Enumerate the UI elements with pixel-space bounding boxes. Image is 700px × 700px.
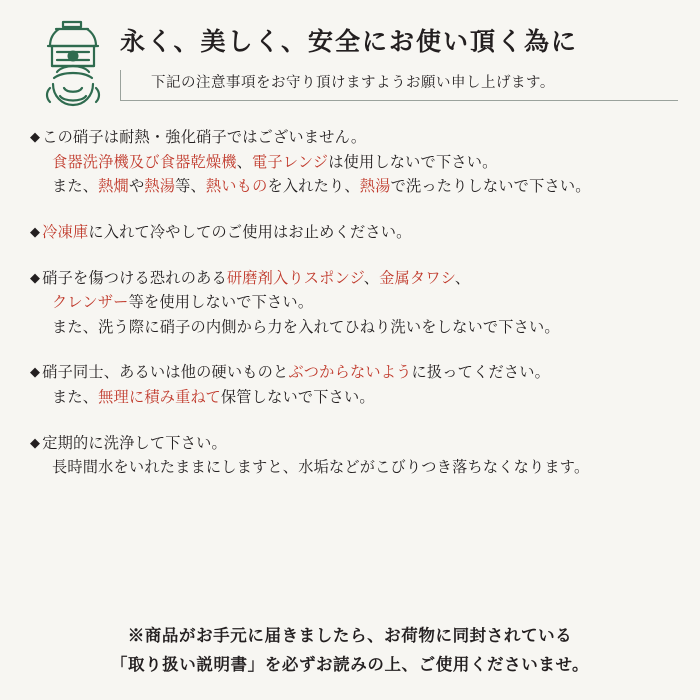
- notice-text: は使用しないで下さい。: [328, 153, 498, 171]
- notice-line: [30, 361, 676, 386]
- notice-text: また、洗う際に硝子の内側から力を入れてひねり洗いをしないで下さい。: [52, 318, 560, 336]
- footer-line-2: 「取り扱い説明書」を必ずお読みの上、ご使用くださいませ。: [110, 656, 590, 675]
- notice-line: [30, 175, 676, 200]
- highlighted-text: 熱いもの: [205, 178, 268, 196]
- notice-text: 硝子を傷つける恐れのある: [42, 269, 227, 287]
- highlighted-text: 研磨剤入りスポンジ: [226, 269, 364, 287]
- notice-text: に入れて冷やしてのご使用はお止めください。: [88, 223, 412, 241]
- notice-item: [30, 221, 676, 246]
- notice-item: [30, 432, 676, 481]
- notice-line: [30, 386, 676, 411]
- diamond-bullet-icon: ◆: [30, 364, 41, 380]
- notice-line: [30, 432, 676, 457]
- page-footer: [0, 622, 700, 680]
- highlighted-text: 熱燗: [98, 178, 129, 196]
- notice-text: を入れたり、: [267, 178, 360, 196]
- notice-text: 、: [363, 269, 380, 287]
- highlighted-text: 食器洗浄機及び食器乾燥機: [52, 153, 237, 171]
- notice-line: [30, 316, 676, 341]
- notice-line: [30, 126, 676, 151]
- highlighted-text: 熱湯: [359, 178, 391, 196]
- notice-line: [30, 151, 676, 176]
- diamond-bullet-icon: ◆: [30, 434, 41, 450]
- highlighted-text: 電子レンジ: [252, 153, 329, 171]
- notice-line: [30, 456, 676, 481]
- notice-line: [30, 291, 676, 316]
- notice-list: [0, 118, 700, 481]
- notice-text: この硝子は耐熱・強化硝子ではございません。: [42, 129, 367, 146]
- footer-line-1: ※商品がお手元に届きましたら、お荷物に同封されている: [127, 627, 573, 646]
- notice-text: また、: [52, 389, 99, 406]
- notice-text: で洗ったりしないで下さい。: [390, 178, 591, 196]
- notice-text: 、: [236, 153, 253, 171]
- notice-item: [30, 126, 676, 200]
- notice-text: 長時間水をいれたままにしますと、水垢などがこびりつき落ちなくなります。: [52, 459, 590, 477]
- notice-text: 等、: [175, 178, 206, 196]
- lantern-icon: [30, 16, 116, 112]
- highlighted-text: 冷凍庫: [42, 223, 89, 241]
- notice-item: [30, 361, 676, 410]
- notice-text: 保管しないで下さい。: [220, 389, 375, 406]
- page-header: [0, 0, 700, 118]
- notice-line: [30, 267, 676, 292]
- notice-text: 、: [454, 269, 471, 287]
- highlighted-text: 無理に積み重ねて: [98, 389, 221, 406]
- diamond-bullet-icon: ◆: [30, 269, 41, 285]
- diamond-bullet-icon: ◆: [30, 223, 41, 239]
- notice-text: 硝子同士、あるいは他の硬いものと: [42, 364, 289, 382]
- highlighted-text: 熱湯: [144, 178, 176, 196]
- subtitle-rule: [120, 70, 678, 101]
- highlighted-text: ぶつからないよう: [288, 364, 412, 382]
- highlighted-text: 金属タワシ: [379, 269, 455, 287]
- notice-line: [30, 221, 676, 246]
- notice-text: や: [128, 178, 145, 196]
- highlighted-text: クレンザー: [52, 294, 129, 312]
- notice-text: 定期的に洗浄して下さい。: [42, 434, 227, 452]
- notice-item: [30, 267, 676, 341]
- page-title: 永く、美しく、安全にお使い頂く為に: [120, 28, 579, 56]
- notice-text: また、: [52, 178, 99, 196]
- header-text-block: [120, 22, 678, 101]
- diamond-bullet-icon: ◆: [30, 129, 41, 144]
- notice-text: に扱ってください。: [411, 364, 551, 382]
- page-subtitle: 下記の注意事項をお守り頂けますようお願い申し上げます。: [151, 75, 555, 91]
- notice-text: 等を使用しないで下さい。: [128, 294, 314, 312]
